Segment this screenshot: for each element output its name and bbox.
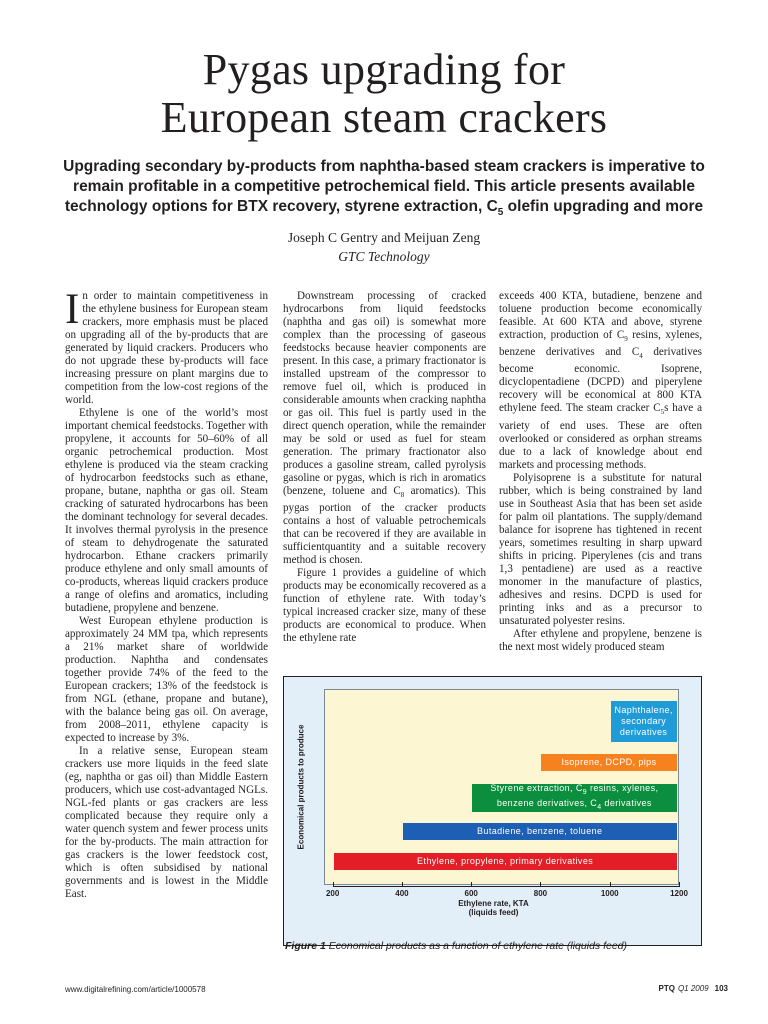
body-column-1 — [65, 290, 268, 1000]
x-tick-label: 1000 — [600, 889, 619, 898]
x-tick-label: 800 — [533, 889, 548, 898]
footer-publication: PTQ Q1 2009 103 — [658, 984, 728, 993]
title-line-1: Pygas upgrading for — [202, 45, 566, 94]
x-tick-label: 200 — [325, 889, 340, 898]
x-tick-label: 400 — [395, 889, 409, 898]
standfirst — [40, 157, 728, 223]
paragraph: Downstream processing of cracked hydrocarbons from liquid feedstocks (naphtha and gas oil) is somewhat more complex than the processing of gaseous feedstocks because heavier components are present. In this case, a primary fractionator is installed upstream of the compressor to remove fuel oil, which is produced in considerable amounts when cracking naphtha or gas oil. This fuel is partly used in the direct quench operation, while the remainder may be sold or used as fuel for steam generation. The primary fractionator also produces a gasoline stream, called pyrolysis gasoline or pygas, which is rich in aromatics (benzene, toluene and $C_8$ aromatics). This pygas portion of the cracker products contains a host of valuable petrochemicals that can be recovered if they are available in sufficientquantity and a suitable recovery method is chosen. — [283, 290, 486, 567]
footer-url: www.digitalrefining.com/article/1000578 — [65, 985, 206, 994]
x-tick-label: 600 — [464, 889, 478, 898]
x-tick-mark — [540, 882, 541, 887]
standfirst-line-3: technology options for BTX recovery, styrene extraction, $C_5$ olefin upgrading and more — [64, 198, 704, 219]
paragraph: West European ethylene production is approximately 24 MM tpa, which represents a 21% market share of worldwide production. Naphtha and condensates together provide 74% of the feed to the European crackers; 13% of the feedstock is from NGL (ethane, propane and butane), with the balance being gas oil. On average, from 2008–2011, ethylene capacity is expected to increase by 3%. — [65, 615, 268, 744]
standfirst-line-1: Upgrading secondary by-products from naphtha-based steam crackers is imperative to — [63, 158, 705, 175]
title-line-2: European steam crackers — [160, 93, 608, 142]
paragraph: In order to maintain competitiveness in the ethylene business for European steam crackers, more emphasis must be placed on upgrading all of the by-products that are generated by liquid crackers. Producers who do not upgrade these by-products will face increasing pressure on plant margins due to competition from the low-cost regions of the world. — [65, 290, 268, 406]
x-tick-mark — [679, 882, 680, 887]
article-title — [20, 46, 748, 142]
x-tick-mark — [471, 882, 472, 887]
x-tick-label: 1200 — [670, 889, 688, 898]
chart-bar: Isoprene, DCPD, pips — [541, 754, 676, 771]
paragraph: Ethylene is one of the world’s most important chemical feedstocks. Together with propylene, it accounts for 50–60% of all organic petrochemical production. Most ethylene is produced via the steam cracking of hydrocarbon feedstocks such as ethane, propane, butane, naphtha or gas oil. Steam cracking of saturated hydrocarbons has been the dominant technology for several decades. It involves thermal pyrolysis in the presence of steam to dehydrogenate the saturated hydrocarbon. Ethane crackers primarily produce ethylene and only small amounts of co-products, whereas liquid crackers produce a range of olefins and aromatics, including butadiene, propylene and benzene. — [65, 407, 268, 614]
paragraph: In a relative sense, European steam crackers use more liquids in the feed slate (eg, naphtha or gas oil) than Middle Eastern producers, which use cost-advantaged NGLs. NGL-fed plants or gas crackers are less complicated because they require only a water quench system and fewer process units for the by-products. The main attraction for gas crackers is the lower feedstock cost, which is often subsidised by national governments and is lowest in the Middle East. — [65, 745, 268, 900]
x-tick-mark — [610, 882, 611, 887]
paragraph: Figure 1 provides a guideline of which products may be economically recovered as a function of ethylene rate. With today’s typical increased cracker size, many of these products are economical to produce. When the ethylene rate — [283, 567, 486, 645]
figure-1-chart: Economical products to produce Ethylene, propylene, primary derivatives Butadiene, benzene, toluene Styrene extraction, $C_9$ resins, xylenes, benzene derivatives, $C_4$ derivatives Isoprene, DCPD, pips Naphthalene, secondary derivatives 200 400 600 800 1000 1200 Ethylene rate, KTA (liquids feed) — [283, 676, 702, 946]
page-number: 103 — [714, 984, 728, 993]
x-tick-mark — [333, 882, 334, 887]
drop-cap: I — [65, 290, 80, 333]
paragraph: Polyisoprene is a substitute for natural rubber, which is being constrained by land use in Southeast Asia that has been set aside for palm oil plantations. The supply/demand balance for isoprene has tightened in recent years, sometimes resulting in sharp upward shifts in pricing. Piperylenes (cis and trans 1,3 pentadiene) are used as a reactive monomer in the manufacture of plastics, adhesives and resins. DCPD is used for printing inks and as a precursor to unsaturated polyester resins. — [499, 471, 702, 627]
affiliation: GTC Technology — [338, 249, 430, 264]
x-tick-mark — [402, 882, 403, 887]
authors: Joseph C Gentry and Meijuan Zeng — [287, 230, 481, 245]
body-column-3 — [499, 290, 702, 662]
body-column-2 — [283, 290, 486, 662]
chart-bar-label: Styrene extraction, $C_9$ resins, xylenes, benzene derivatives, $C_4$ derivatives — [490, 783, 659, 811]
chart-x-axis-label: Ethylene rate, KTA (liquids feed) — [458, 899, 529, 917]
chart-x-axis — [333, 886, 679, 887]
chart-bar: Ethylene, propylene, primary derivatives — [334, 853, 677, 870]
paragraph: exceeds 400 KTA, butadiene, benzene and toluene production become economically feasible. At 600 KTA and above, styrene extraction, production of $C_9$ resins, xylenes, benzene derivatives and $C_4$ derivatives become economic. Isoprene, dicyclopentadiene (DCPD) and piperylene recovery will be economical at 800 KTA ethylene feed. The steam cracker $C_5s$ have a variety of end uses. These are often overlooked or considered as orphan streams due to a lack of knowledge about end markets and processing methods. — [499, 290, 702, 471]
paragraph: After ethylene and propylene, benzene is the next most widely produced steam — [499, 627, 702, 653]
chart-bar — [472, 784, 676, 812]
chart-bar: Butadiene, benzene, toluene — [403, 823, 677, 840]
chart-bar: Naphthalene, secondary derivatives — [611, 701, 677, 742]
chart-plot-area — [324, 689, 679, 885]
standfirst-line-2: remain profitable in a competitive petrochemical field. This article presents available — [73, 178, 695, 195]
figure-caption: Figure 1 Economical products as a function of ethylene rate (liquids feed) — [285, 940, 628, 952]
